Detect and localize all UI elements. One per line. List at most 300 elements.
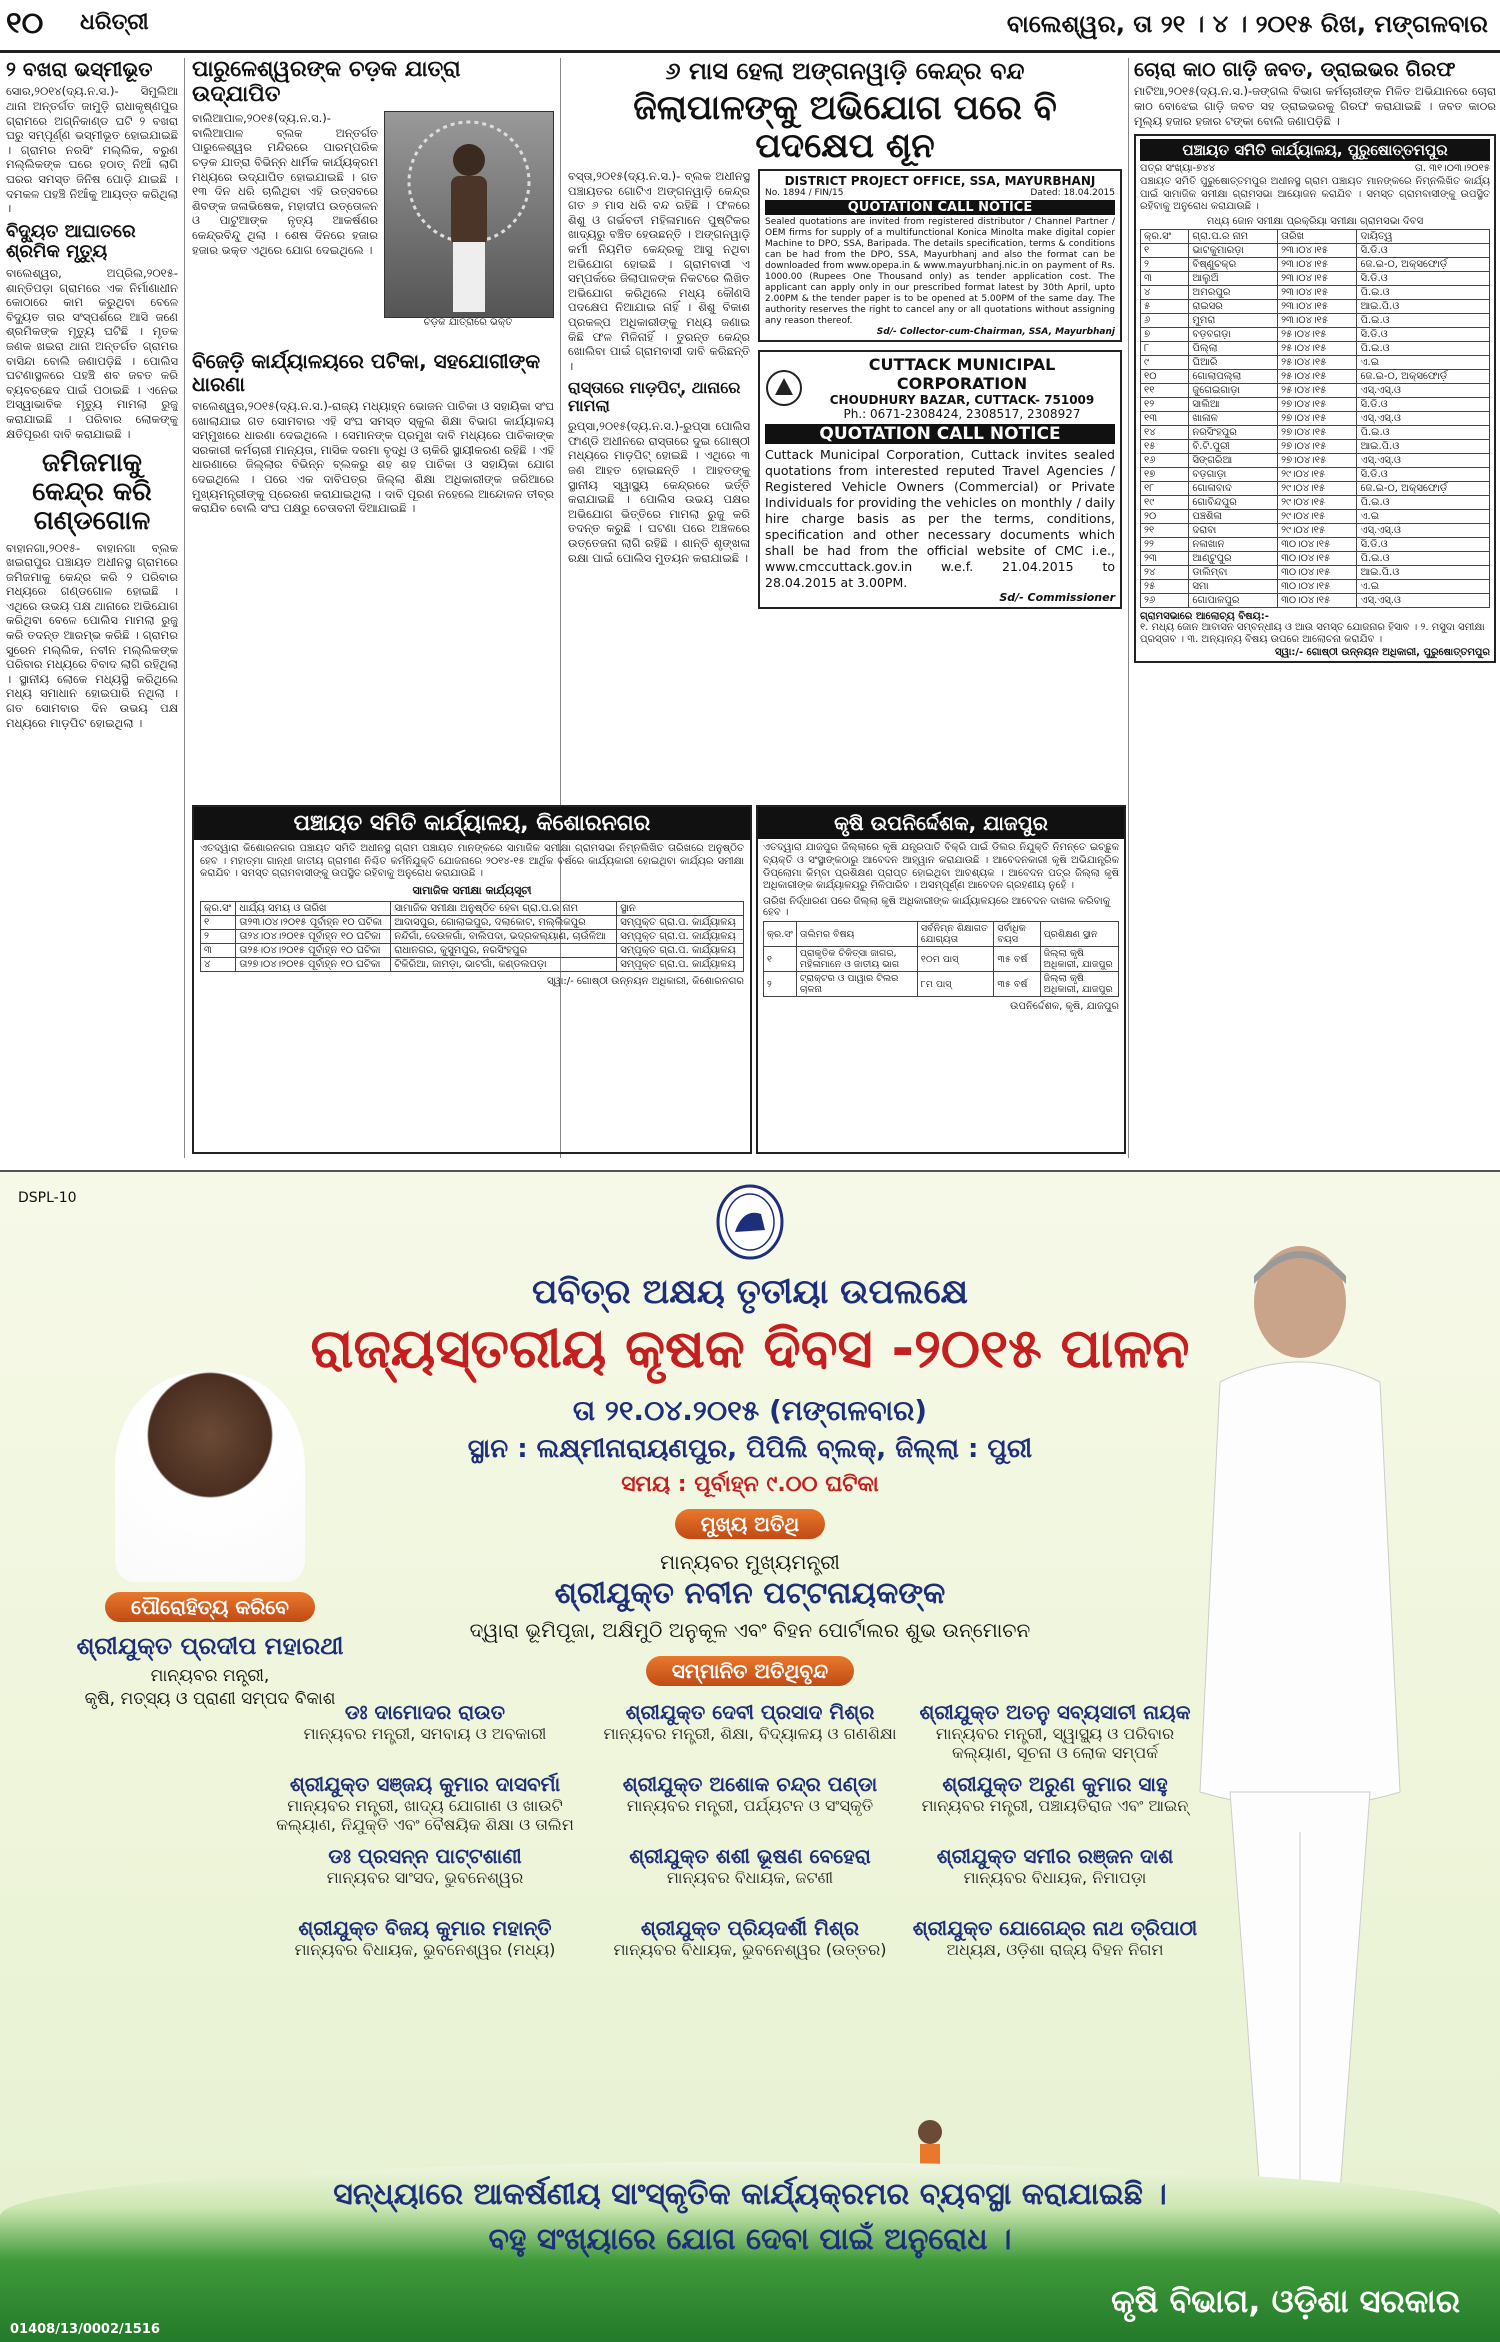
- table-cell: ଦରାବା: [1189, 523, 1278, 537]
- table-cell: ଏସ୍.ଏସ୍.ଓ: [1357, 411, 1490, 425]
- table-cell: ୨୯।୦୪।୧୫: [1278, 495, 1357, 509]
- table-cell: ୨୭।୦୪।୧୫: [1278, 411, 1357, 425]
- presides-name: ଶ୍ରୀଯୁକ୍ତ ପ୍ରଦୀପ ମହାରଥୀ: [76, 1632, 344, 1660]
- notice-body: ଏତଦ୍ୱାରା କିଶୋରନଗର ପଞ୍ଚାୟତ ସମିତି ଅଧୀନସ୍ଥ ଗ୍ରାମ ପଞ୍ଚାୟତ ମାନଙ୍କରେ ସାମାଜିକ ସମୀକ୍ଷା ଗ୍ରାମସଭା ନିମ୍ନଲିଖିତ ତାରିଖରେ ଅନୁଷ୍ଠିତ ହେବ । ମହାତ୍ମା ଗାନ୍ଧୀ ଜାତୀୟ ଗ୍ରାମୀଣ ନିଶ୍ଚିତ କର୍ମନିଯୁକ୍ତି ଯୋଜନାରେ ୨୦୧୪-୧୫ ଆର୍ଥିକ ବର୍ଷରେ କାର୍ଯ୍ୟକାରୀ ହୋଇଥିବା କାର୍ଯ୍ୟର ସମୀକ୍ଷା କରାଯିବ । ସମସ୍ତ ଗ୍ରାମବାସୀଙ୍କୁ ଉପସ୍ଥିତ ରହିବାକୁ ଅନୁରୋଧ କରାଯାଉଛି ।: [200, 843, 744, 880]
- table-cell: ୩୫ ବର୍ଷ: [994, 972, 1040, 997]
- table-row: [1141, 537, 1490, 551]
- table-cell: ୨୯।୦୪।୧୫: [1278, 509, 1357, 523]
- notice-bar: QUOTATION CALL NOTICE: [765, 200, 1115, 215]
- purushottampur-notice: [1134, 134, 1496, 663]
- table-cell: ଭାଟକୁମାରଡ଼ା: [1189, 243, 1278, 257]
- guest-name: ଶ୍ରୀଯୁକ୍ତ ଶଶୀ ଭୂଷଣ ବେହେରା: [629, 1844, 871, 1868]
- table-cell: ୨୩।୦୪।୧୫: [1278, 313, 1357, 327]
- table-cell: ପି.ଇ.ଓ: [1357, 313, 1490, 327]
- table-cell: ଗୋପାଳପୁର: [1189, 593, 1278, 607]
- table-cell: ସମ୍ପୃକ୍ତ ଗ୍ରା.ପ. କାର୍ଯ୍ୟାଳୟ: [617, 943, 744, 957]
- page-header: [0, 0, 1500, 53]
- table-cell: ୧୧: [1141, 383, 1189, 397]
- photo-caption: ଚଡ଼କ ଯାତ୍ରାରେ ଭକ୍ତ: [423, 317, 513, 329]
- table-cell: ନଳାଖାନ: [1189, 537, 1278, 551]
- table-cell: ୪: [1141, 285, 1189, 299]
- table-row: [1141, 551, 1490, 565]
- table-cell: ଆଇ.ପି.ଓ: [1357, 299, 1490, 313]
- guest-entry: [275, 1844, 575, 1887]
- guest-name: ଶ୍ରୀଯୁକ୍ତ ଦେବୀ ପ୍ରସାଦ ମିଶ୍ର: [625, 1700, 875, 1724]
- table-cell: ୨୩।୦୪।୧୫: [1278, 243, 1357, 257]
- guest-entry: [275, 1700, 575, 1743]
- photo-frame: [384, 111, 554, 336]
- table-cell: ଏସ୍.ଏସ୍.ଓ: [1357, 453, 1490, 467]
- guest-entry: [905, 1916, 1205, 1959]
- table-header-cell: ସର୍ବାଧିକ ବୟସ: [994, 922, 1040, 947]
- table-cell: ୫: [1141, 299, 1189, 313]
- notice-phone: Ph.: 0671-2308424, 2308517, 2308927: [843, 407, 1081, 422]
- table-header-cell: ସ୍ଥାନ: [617, 901, 744, 915]
- table-cell: ୨୭।୦୪।୧୫: [1278, 439, 1357, 453]
- table-cell: ୬: [1141, 313, 1189, 327]
- headline-main: ଜିଲାପାଳଙ୍କୁ ଅଭିଯୋଗ ପରେ ବି ପଦକ୍ଷେପ ଶୂନ: [633, 87, 1057, 166]
- table-cell: ୨୫।୦୪।୧୫: [1278, 327, 1357, 341]
- table-cell: ୨୫।୦୪।୧୫: [1278, 355, 1357, 369]
- table-cell: ୨୩।୦୪।୧୫: [1278, 257, 1357, 271]
- table-cell: ୮: [1141, 341, 1189, 355]
- notice-title: କୃଷି ଉପନିର୍ଦ୍ଦେଶକ, ଯାଜପୁର: [758, 807, 1124, 839]
- presides-desc: କୃଷି, ମତ୍ସ୍ୟ ଓ ପ୍ରାଣୀ ସମ୍ପଦ ବିକାଶ: [84, 1689, 336, 1709]
- table-cell: ବିଷ୍ଣୁଚକ୍ର: [1189, 257, 1278, 271]
- table-cell: ଏ.ଇ: [1357, 579, 1490, 593]
- table-cell: ସି.ଡି.ଓ: [1357, 271, 1490, 285]
- guest-name: ଡଃ ଦାମୋଦର ରାଉତ: [344, 1700, 506, 1724]
- table-caption: ସାମାଜିକ ସମୀକ୍ଷା କାର୍ଯ୍ୟସୂଚୀ: [412, 883, 532, 897]
- table-header-cell: କ୍ର.ସଂ: [201, 901, 236, 915]
- table-cell: ଆଇ.ପି.ଓ: [1357, 439, 1490, 453]
- table-header-cell: ପ୍ରଶିକ୍ଷଣ ସ୍ଥାନ: [1040, 922, 1118, 947]
- ad-department: କୃଷି ବିଭାଗ, ଓଡ଼ିଶା ସରକାର: [1111, 2282, 1460, 2320]
- table-cell: ୨୫।୦୪।୧୫: [1278, 383, 1357, 397]
- table-header-cell: ସର୍ବନିମ୍ନ ଶିକ୍ଷାଗତ ଯୋଗ୍ୟତା: [917, 922, 994, 947]
- table-cell: ନରସିଂହପୁର: [1189, 425, 1278, 439]
- column-2: [192, 58, 554, 793]
- table-cell: ୨୩।୦୪।୧୫: [1278, 271, 1357, 285]
- table-cell: ୧୪: [1141, 425, 1189, 439]
- table-cell: ୨୫: [1141, 579, 1189, 593]
- table-cell: ସମ୍ପୃକ୍ତ ଗ୍ରା.ପ. କାର୍ଯ୍ୟାଳୟ: [617, 915, 744, 929]
- table-cell: ୨୬: [1141, 593, 1189, 607]
- headline: ୨ ବଖରା ଭସ୍ମୀଭୂତ: [6, 58, 153, 81]
- notice-bar: QUOTATION CALL NOTICE: [765, 424, 1115, 444]
- table-cell: ୧୫: [1141, 439, 1189, 453]
- social-audit-schedule-table: [200, 901, 744, 972]
- table-row: [1141, 243, 1490, 257]
- table-cell: ବି.ଟି.ପୁରୀ: [1189, 439, 1278, 453]
- table-cell: ୯: [1141, 355, 1189, 369]
- table-cell: ନନ୍ଦିଗାଁ, ଦେଉଳଗାଁ, ବାଲିପଦା, ଭଦ୍ରକଲ୍ୟାଣ, ଚାଉଁଳିଆ: [391, 929, 617, 943]
- table-cell: ୧: [201, 915, 236, 929]
- table-cell: ସମ୍ପୃକ୍ତ ଗ୍ରା.ପ. କାର୍ଯ୍ୟାଳୟ: [617, 929, 744, 943]
- table-cell: ଏସ୍.ଏସ୍.ଓ: [1357, 523, 1490, 537]
- table-cell: ପି.ଇ.ଓ: [1357, 285, 1490, 299]
- presides-desc: ମାନ୍ୟବର ମନ୍ତ୍ରୀ,: [150, 1666, 270, 1686]
- table-header-cell: କ୍ର.ସଂ: [1141, 229, 1189, 243]
- table-cell: ଏସ୍.ଏସ୍.ଓ: [1357, 383, 1490, 397]
- table-cell: ୨୯।୦୪।୧୫: [1278, 523, 1357, 537]
- table-cell: ୨୫।୦୪।୧୫: [1278, 341, 1357, 355]
- kisorenagar-notice: [192, 805, 752, 1154]
- guest-name: ଶ୍ରୀଯୁକ୍ତ ଅଶୋକ ଚନ୍ଦ୍ର ପଣ୍ଡା: [622, 1772, 878, 1796]
- cmc-quotation-notice: [758, 350, 1122, 609]
- table-cell: ୧୨: [1141, 397, 1189, 411]
- gramsabha-schedule-table: [1140, 229, 1490, 608]
- table-cell: ୩: [201, 943, 236, 957]
- ad-footer-code: 01408/13/0002/1516: [10, 2322, 160, 2337]
- column-4: [1134, 58, 1496, 1162]
- table-cell: ୩୫ ବର୍ଷ: [994, 947, 1040, 972]
- table-cell: ଅମରପୁର: [1189, 285, 1278, 299]
- notice-body: ଏତଦ୍ୱାରା ଯାଜପୁର ଜିଲ୍ଲାରେ କୃଷି ଯନ୍ତ୍ରପାତି ବିକ୍ରି ପାଇଁ ଡିଲର ନିଯୁକ୍ତି ନିମନ୍ତେ ଇଚ୍ଛୁକ ବ୍ୟକ୍ତି ଓ ସଂସ୍ଥାଙ୍କଠାରୁ ଆବେଦନ ଆହ୍ୱାନ କରାଯାଉଛି । ଆବେଦନକାରୀ କୃଷି ଅଭିଯାନ୍ତ୍ରିକ ଡିପ୍ଲୋମା କିମ୍ବା ପ୍ରଶିକ୍ଷଣ ପ୍ରାପ୍ତ ହୋଇଥିବା ଆବଶ୍ୟକ । ଆବେଦନ ପତ୍ର ଜିଲ୍ଲା କୃଷି ଅଧିକାରୀଙ୍କ କାର୍ଯ୍ୟାଳୟରୁ ମିଳିପାରିବ । ଅସମ୍ପୂର୍ଣ୍ଣ ଆବେଦନ ଗ୍ରହଣୀୟ ନୁହେଁ ।: [763, 842, 1119, 892]
- guest-entry: [275, 1916, 575, 1959]
- table-cell: ଟିକିରିଆ, ଜାମଡ଼ା, ଭାଟଗାଁ, କଣ୍ଡଲପଡ଼ା: [391, 957, 617, 971]
- table-cell: ସିଙ୍ଗରିଆ: [1189, 453, 1278, 467]
- table-cell: ୧୦ମ ପାସ୍: [917, 947, 994, 972]
- article-text: ମାଟିଆ,୨୦୧୫(ଦ୍ୟ.ନ.ସ.)-ଜଙ୍ଗଲ ବିଭାଗ କର୍ମଚାରୀଙ୍କ ମିଳିତ ଅଭିଯାନରେ ଚୋରା କାଠ ବୋଝେଇ ଗାଡ଼ି ଜବତ ସହ ଡ୍ରାଇଭରକୁ ଗିରଫ କରାଯାଇଛି । ଜବତ କାଠର ମୂଲ୍ୟ ହଜାର ହଜାର ଟଙ୍କା ବୋଲି ଜଣାପଡ଼ିଛି ।: [1134, 84, 1496, 128]
- headline: ପାରୁଳେଶ୍ୱରଙ୍କ ଚଡ଼କ ଯାତ୍ରା ଉଦ୍‌ଯାପିତ: [192, 58, 461, 107]
- table-cell: ତା୨୫।୦୪।୨୦୧୫ ପୂର୍ବାହ୍ନ ୧୦ ଘଟିକା: [236, 943, 391, 957]
- table-cell: ୧୬: [1141, 453, 1189, 467]
- notice-note: ତାରିଖ ନିର୍ଦ୍ଧାରଣ ପରେ ଜିଲ୍ଲା କୃଷି ଅଧିକାରୀଙ୍କ କାର୍ଯ୍ୟାଳୟରେ ଆବେଦନ ଦାଖଲ କରିବାକୁ ହେବ ।: [763, 896, 1111, 919]
- ad-occasion: ପବିତ୍ର ଅକ୍ଷୟ ତୃତୀୟା ଉପଲକ୍ଷେ: [531, 1272, 969, 1312]
- table-row: [201, 929, 744, 943]
- table-cell: ବଡ଼ଗାଡ଼ା: [1189, 467, 1278, 481]
- table-cell: ରାଇସର: [1189, 299, 1278, 313]
- guest-name: ଶ୍ରୀଯୁକ୍ତ ସଞ୍ଜୟ କୁମାର ଦାସବର୍ମା: [289, 1772, 561, 1796]
- table-cell: ୨୦: [1141, 509, 1189, 523]
- guest-entry: [275, 1772, 575, 1834]
- table-row: [1141, 523, 1490, 537]
- headline: ଜମିଜମାକୁ କେନ୍ଦ୍ର କରି ଗଣ୍ଡଗୋଳ: [32, 448, 152, 537]
- table-cell: ସି.ଡି.ଓ: [1357, 243, 1490, 257]
- table-row: [764, 947, 1119, 972]
- table-row: [1141, 383, 1490, 397]
- article-text: ବାଲେଶ୍ୱର,୨୦୧୫(ଦ୍ୟ.ନ.ସ.)-ରାଜ୍ୟ ମଧ୍ୟାହ୍ନ ଭୋଜନ ପାଚିକା ଓ ସହାୟିକା ସଂଘ ଖୋଲାଯାଇ ଗତ ସୋମବାର ଏହି ସଂଘ ସମସ୍ତ ସ୍କୁଲ ଶିକ୍ଷା ବିଭାଗ କାର୍ଯ୍ୟାଳୟ ସମ୍ମୁଖରେ ଧାରଣା ଦେଇଥିଲେ । ସେମାନଙ୍କ ପ୍ରମୁଖ ଦାବି ମଧ୍ୟରେ ପାଚିକାଙ୍କ ସରକାରୀ କର୍ମଚାରୀ ମାନ୍ୟତା, ମାସିକ ଦରମା ବୃଦ୍ଧି ଓ ଚାକିରି ସ୍ଥାୟୀକରଣ ରହିଛି । ଏହି ଧାରଣାରେ ଜିଲ୍ଲାର ବିଭିନ୍ନ ବ୍ଲକରୁ ଶହ ଶହ ପାଚିକା ଓ ସହାୟିକା ଯୋଗ ଦେଇଥିଲେ । ପରେ ଏକ ଦାବିପତ୍ର ଜିଲ୍ଲା ଶିକ୍ଷା ଅଧିକାରୀଙ୍କ ଜରିଆରେ ମୁଖ୍ୟମନ୍ତ୍ରୀଙ୍କୁ ପ୍ରେରଣ କରାଯାଇଥିଲା । ଦାବି ପୂରଣ ନହେଲେ ଆନ୍ଦୋଳନ ତୀବ୍ର କରାଯିବ ବୋଲି ସଂଘ ପକ୍ଷରୁ ଚେତାବନୀ ଦିଆଯାଇଛି ।: [192, 399, 554, 516]
- guest-name: ଡଃ ପ୍ରସନ୍ନ ପାଟ୍ଟଶାଣୀ: [328, 1844, 522, 1868]
- table-cell: ୩୦।୦୪।୧୫: [1278, 579, 1357, 593]
- table-cell: ଗୋଳାବାଦ: [1189, 481, 1278, 495]
- notice-signature: Sd/- Commissioner: [999, 591, 1115, 605]
- table-row: [1141, 579, 1490, 593]
- article-text: ବାଲିଆପାଳ,୨୦୧୫(ଦ୍ୟ.ନ.ସ.)- ବାଲିଆପାଳ ବ୍ଲକ ଅନ୍ତର୍ଗତ ପାରୁଳେଶ୍ୱର ମନ୍ଦିରରେ ପାରମ୍ପରିକ ଚଡ଼କ ଯାତ୍ରା ବିଭିନ୍ନ ଧାର୍ମିକ କାର୍ଯ୍ୟକ୍ରମ ମଧ୍ୟରେ ଉଦ୍‌ଯାପିତ ହୋଇଯାଇଛି । ଗତ ୧୩ ଦିନ ଧରି ଚାଲିଥିବା ଏହି ଉତ୍ସବରେ ଶିବଙ୍କ ଜଳାଭିଷେକ, ମହାଦୀପ ଉତ୍ତୋଳନ ଓ ପାଟୁଆଙ୍କ ନୃତ୍ୟ ଆକର୍ଷଣର କେନ୍ଦ୍ରବିନ୍ଦୁ ଥିଲା । ଶେଷ ଦିନରେ ହଜାର ହଜାର ଭକ୍ତ ଏଥିରେ ଯୋଗ ଦେଇଥିଲେ ।: [192, 111, 378, 257]
- table-cell: ୨୧: [1141, 523, 1189, 537]
- notice-title: ପଞ୍ଚାୟତ ସମିତି କାର୍ଯ୍ୟାଳୟ, ପୁରୁଷୋତ୍ତମପୁର: [1140, 139, 1490, 161]
- cmc-emblem-icon: [765, 369, 803, 407]
- notice-signature: Sd/- Collector-cum-Chairman, SSA, Mayurbhanj: [876, 327, 1115, 338]
- ssa-quotation-notice: [758, 169, 1122, 342]
- table-header-cell: ଗ୍ରା.ପ.ର ନାମ: [1189, 229, 1278, 243]
- guest-designation: ମାନ୍ୟବର ବିଧାୟକ, ଭୁବନେଶ୍ୱର (ଉତ୍ତର): [613, 1940, 887, 1959]
- odisha-govt-emblem-icon: [715, 1184, 785, 1262]
- guest-name: ଶ୍ରୀଯୁକ୍ତ ପ୍ରିୟଦର୍ଶୀ ମିଶ୍ର: [640, 1916, 860, 1940]
- table-cell: ଆଲୁଅି: [1189, 271, 1278, 285]
- guest-designation: ମାନ୍ୟବର ବିଧାୟକ, ନିମାପଡ଼ା: [963, 1868, 1147, 1887]
- guest-name: ଶ୍ରୀଯୁକ୍ତ ଅରୁଣ କୁମାର ସାହୁ: [942, 1772, 1168, 1796]
- table-cell: ଜେ.ଇ-୦, ଅକ୍ସଫୋର୍ଡ଼: [1357, 481, 1490, 495]
- guest-designation: ମାନ୍ୟବର ବିଧାୟକ, ଭୁବନେଶ୍ୱର (ମଧ୍ୟ): [294, 1940, 556, 1959]
- table-cell: ଗୋଲାପଲ୍ଲା: [1189, 369, 1278, 383]
- table-cell: ୧୯: [1141, 495, 1189, 509]
- guest-entry: [600, 1844, 900, 1887]
- ad-bottom-line-2: ବହୁ ସଂଖ୍ୟାରେ ଯୋଗ ଦେବା ପାଇଁ ଅନୁରୋଧ ।: [488, 2222, 1012, 2257]
- table-row: [1141, 495, 1490, 509]
- guest-designation: ମାନ୍ୟବର ମନ୍ତ୍ରୀ, ଖାଦ୍ୟ ଯୋଗାଣ ଓ ଖାଉଟି କଲ୍ୟାଣ, ନିଯୁକ୍ତି ଏବଂ ବୈଷୟିକ ଶିକ୍ଷା ଓ ତାଲିମ: [276, 1796, 574, 1835]
- notice-address: CHOUDHURY BAZAR, CUTTACK- 751009: [829, 393, 1095, 408]
- table-cell: ଟ୍ରାକ୍ଟର ଓ ପାୱାର ଟିଲର ଚାଳନା: [796, 972, 917, 997]
- table-cell: ୨: [1141, 257, 1189, 271]
- guest-designation: ମାନ୍ୟବର ମନ୍ତ୍ରୀ, ସମବାୟ ଓ ଅବକାରୀ: [303, 1724, 547, 1743]
- table-cell: ୨୯।୦୪।୧୫: [1278, 481, 1357, 495]
- table-header-cell: ଦାୟିତ୍ୱ: [1357, 229, 1490, 243]
- chief-guest-desc: ଦ୍ୱାରା ଭୂମିପୂଜା, ଅକ୍ଷିମୁଠି ଅନୁକୂଳ ଏବଂ ବିହନ ପୋର୍ଟାଲର ଶୁଭ ଉନ୍ମୋଚନ: [469, 1618, 1031, 1642]
- guest-designation: ମାନ୍ୟବର ମନ୍ତ୍ରୀ, ପଞ୍ଚାୟତିରାଜ ଏବଂ ଆଇନ୍: [921, 1796, 1189, 1815]
- column-rule: [184, 58, 185, 1158]
- table-cell: ସି.ଡି.ଓ: [1357, 397, 1490, 411]
- headline: ବିଜେଡ଼ି କାର୍ଯ୍ୟାଳୟରେ ପଟିକା, ସହଯୋଗୀଙ୍କ ଧାରଣା: [192, 349, 541, 396]
- table-cell: ୨୪: [1141, 565, 1189, 579]
- table-cell: ଘିଆରି: [1189, 355, 1278, 369]
- table-row: [201, 915, 744, 929]
- table-cell: ୧୭: [1141, 467, 1189, 481]
- table-cell: ପି.ଇ.ଓ: [1357, 341, 1490, 355]
- table-cell: ପ୍ରାକୃତିକ ଚିକିତ୍ସା ଜାଗର, ମହିଳାମାନେ ଓ ଜାତୀୟ ଭାଗ: [796, 947, 917, 972]
- krushak-dibasa-advertisement: [0, 1170, 1500, 2342]
- table-row: [1141, 299, 1490, 313]
- devotee-photo: [384, 111, 554, 318]
- guest-name: ଶ୍ରୀଯୁକ୍ତ ବିଜୟ କୁମାର ମହାନ୍ତି: [298, 1916, 552, 1940]
- table-cell: ୧: [764, 947, 797, 972]
- table-cell: ଜିଲ୍ଲା କୃଷି ଅଧିକାରୀ, ଯାଜପୁର: [1040, 972, 1118, 997]
- table-cell: ପଞ୍ଚଶିଳା: [1189, 509, 1278, 523]
- notice-title: DISTRICT PROJECT OFFICE, SSA, MAYURBHANJ: [784, 174, 1096, 189]
- table-row: [1141, 257, 1490, 271]
- guest-entry: [905, 1772, 1205, 1815]
- table-header-cell: କ୍ର.ସଂ: [764, 922, 797, 947]
- table-row: [1141, 355, 1490, 369]
- table-cell: ସି.ଡି.ଓ: [1357, 327, 1490, 341]
- table-cell: ପି.ଇ.ଓ: [1357, 551, 1490, 565]
- table-cell: ୩: [1141, 271, 1189, 285]
- table-cell: ଆଦାସପୁର, ଗୋଲାଇପୁର, ଦଲାକୋଟ, ମଲ୍ଲିକପୁର: [391, 915, 617, 929]
- table-row: [764, 972, 1119, 997]
- table-cell: ୧୩: [1141, 411, 1189, 425]
- headline: ରାସ୍ତାରେ ମାଡ଼ପିଟ୍, ଥାନାରେ ମାମଲା: [568, 378, 741, 416]
- guest-entry: [600, 1700, 900, 1743]
- article-text: ବାହାନଗା,୨୦୧୫- ବାହାନଗା ବ୍ଲକ ଖଇରାପୁର ପଞ୍ଚାୟତ ଅଧୀନସ୍ଥ ଗ୍ରାମରେ ଜମିଜମାକୁ କେନ୍ଦ୍ର କରି ୨ ପରିବାର ମଧ୍ୟରେ ଗଣ୍ଡଗୋଳ ହୋଇଛି । ଏଥିରେ ଉଭୟ ପକ୍ଷ ଥାନାରେ ଅଭିଯୋଗ କରିଥିବା ବେଳେ ପୋଲିସ ମାମଲା ରୁଜୁ କରି ତଦନ୍ତ ଆରମ୍ଭ କରିଛି । ଗ୍ରାମର ସୁରେନ ମଲ୍ଲିକ, ନବୀନ ମଲ୍ଲିକଙ୍କ ପରିବାର ମଧ୍ୟରେ ବିବାଦ ଲାଗି ରହିଥିଲା । ସ୍ଥାନୀୟ ଲୋକେ ମଧ୍ୟସ୍ଥି କରିଥିଲେ ମଧ୍ୟ ସମାଧାନ ହୋଇପାରି ନଥିଲା । ଗତ ସୋମବାର ଦିନ ଉଭୟ ପକ୍ଷ ମଧ୍ୟରେ ମାଡ଼ପିଟ ହୋଇଥିଲା ।: [6, 540, 178, 730]
- headline: ଚୋରା କାଠ ଗାଡ଼ି ଜବତ, ଡ୍ରାଇଭର ଗିରଫ: [1134, 58, 1456, 81]
- table-cell: ୨୫।୦୪।୧୫: [1278, 369, 1357, 383]
- table-row: [1141, 369, 1490, 383]
- table-cell: ସି.ଡି.ଓ: [1357, 537, 1490, 551]
- ad-bottom-line-1: ସନ୍ଧ୍ୟାରେ ଆକର୍ଷଣୀୟ ସାଂସ୍କୃତିକ କାର୍ଯ୍ୟକ୍ରମର ବ୍ୟବସ୍ଥା କରାଯାଇଛି ।: [333, 2177, 1167, 2212]
- table-cell: ଏସ୍.ଏସ୍.ଓ: [1357, 593, 1490, 607]
- table-cell: ୨୨: [1141, 537, 1189, 551]
- guest-designation: ମାନ୍ୟବର ମନ୍ତ୍ରୀ, ପର୍ଯ୍ୟଟନ ଓ ସଂସ୍କୃତି: [626, 1796, 874, 1815]
- table-row: [1141, 397, 1490, 411]
- table-cell: ଜେ.ଇ-୦, ଅକ୍ସଫୋର୍ଡ଼: [1357, 369, 1490, 383]
- table-row: [1141, 425, 1490, 439]
- table-caption: ମଧ୍ୟ ଜୋନ ସମୀକ୍ଷା ପ୍ରକ୍ରିୟା ସମୀକ୍ଷା ଗ୍ରାମସଭା ଦିବସ: [1206, 215, 1424, 227]
- table-cell: ପିଲ୍ଲା: [1189, 341, 1278, 355]
- notice-signature: ସ୍ୱା:/- ଗୋଷ୍ଠୀ ଉନ୍ନୟନ ଅଧିକାରୀ, ପୁରୁଷୋତ୍ତମପୁର: [1275, 646, 1490, 658]
- ad-venue: ସ୍ଥାନ : ଲକ୍ଷ୍ମୀନାରାୟଣପୁର, ପିପିଲି ବ୍ଲକ୍, ଜିଲ୍ଲା : ପୁରୀ: [467, 1434, 1033, 1464]
- table-cell: ୪: [201, 957, 236, 971]
- devotee-figure-icon: [385, 112, 553, 317]
- table-cell: ଜେ.ଇ-୦, ଅକ୍ସଫୋର୍ଡ଼: [1357, 257, 1490, 271]
- table-cell: ୮ମ ପାସ୍: [917, 972, 994, 997]
- ad-code: DSPL-10: [18, 1190, 77, 1206]
- table-row: [1141, 411, 1490, 425]
- table-row: [1141, 565, 1490, 579]
- table-cell: ୧୦: [1141, 369, 1189, 383]
- table-header-cell: ତାରିଖ: [1278, 229, 1357, 243]
- headline: ବିଦ୍ୟୁତ ଆଘାତରେ ଶ୍ରମିକ ମୃତ୍ୟୁ: [6, 220, 136, 262]
- table-row: [1141, 313, 1490, 327]
- ad-time: ସମୟ : ପୂର୍ବାହ୍ନ ୯.୦୦ ଘଟିକା: [621, 1472, 879, 1497]
- guest-name: ଶ୍ରୀଯୁକ୍ତ ଯୋଗେନ୍ଦ୍ର ନାଥ ତ୍ରିପାଠୀ: [912, 1916, 1198, 1940]
- table-cell: ଆଣ୍ଟୁପୁର: [1189, 551, 1278, 565]
- table-cell: ତା୨୩।୦୪।୨୦୧୫ ପୂର୍ବାହ୍ନ ୧୦ ଘଟିକା: [236, 915, 391, 929]
- chief-guest-label: ମୁଖ୍ୟ ଅତିଥି: [675, 1509, 825, 1539]
- guest-name: ଶ୍ରୀଯୁକ୍ତ ସମୀର ରଞ୍ଜନ ଦାଶ: [936, 1844, 1174, 1868]
- table-cell: ୧୮: [1141, 481, 1189, 495]
- table-cell: ୨: [764, 972, 797, 997]
- table-cell: ସାଲିଆ: [1189, 397, 1278, 411]
- newspaper-name: ଧରିତ୍ରୀ: [80, 10, 149, 35]
- guests-label: ସମ୍ମାନିତ ଅତିଥିବୃନ୍ଦ: [646, 1656, 854, 1686]
- guest-entry: [600, 1772, 900, 1815]
- table-cell: ୩୦।୦୪।୧୫: [1278, 565, 1357, 579]
- table-cell: ୭: [1141, 327, 1189, 341]
- notice-body: Sealed quotations are invited from registered distributor / Channel Partner / OEM firms for supply of a multifunctional Konica Minolta make digital copier Machine to DPO, SSA, Baripada. The details specification, terms & conditions can be had from the DPO, SSA, Mayurbhanj and also the format can be downloaded from www.opepa.in & www.mayurbhanj.nic.in on payment of Rs. 1000.00 (Rupees One Thousand only) as tender application cost. The applicant can apply only in our prescribed format latest by 30th April, upto 2.00PM & the tender paper is to be opened at 5.00PM of the same day. The authority reserves the right to cancel any or all quotations without assigning any reason thereof.: [765, 217, 1115, 327]
- table-row: [1141, 481, 1490, 495]
- table-header-cell: ଧାର୍ଯ୍ୟ ସମୟ ଓ ତାରିଖ: [236, 901, 391, 915]
- table-cell: ସମା: [1189, 579, 1278, 593]
- column-1: [6, 58, 178, 1162]
- table-header-cell: ତାଲିମର ବିଷୟ: [796, 922, 917, 947]
- article-text: ବାଲେଶ୍ୱର, ଅପ୍ରିଲ,୨୦୧୫- ଶାନ୍ତିପଡ଼ା ଗ୍ରାମରେ ଏକ ନିର୍ମାଣାଧୀନ କୋଠାରେ କାମ କରୁଥିବା ବେଳେ ବିଦ୍ୟୁତ ତାର ସଂସ୍ପର୍ଶରେ ଆସି ଜଣେ ଶ୍ରମିକଙ୍କ ମୃତ୍ୟୁ ଘଟିଛି । ମୃତକ ଜଣକ ଖଇରା ଥାନା ଅନ୍ତର୍ଗତ ଗ୍ରାମର ବାସିନ୍ଦା ବୋଲି ଜଣାପଡ଼ିଛି । ପୋଲିସ ଘଟଣାସ୍ଥଳରେ ପହଞ୍ଚି ଶବ ଜବତ କରି ବ୍ୟବଚ୍ଛେଦ ପାଇଁ ପଠାଇଛି । ଏନେଇ ଅସ୍ୱାଭାବିକ ମୃତ୍ୟୁ ମାମଲା ରୁଜୁ କରାଯାଇଛି । ପରିବାର ଲୋକଙ୍କୁ କ୍ଷତିପୂରଣ ଦାବି କରାଯାଇଛି ।: [6, 266, 178, 441]
- table-cell: ପି.ଇ.ଓ: [1357, 425, 1490, 439]
- table-cell: ୩୦।୦୪।୧୫: [1278, 537, 1357, 551]
- guest-designation: ମାନ୍ୟବର ବିଧାୟକ, ଜଟଣୀ: [666, 1868, 834, 1887]
- jajpur-notice: [756, 805, 1126, 1154]
- table-cell: ୩୦।୦୪।୧୫: [1278, 593, 1357, 607]
- guest-entry: [905, 1700, 1205, 1762]
- column-3: [568, 58, 1122, 798]
- table-cell: ତା୨୪।୦୪।୨୦୧୫ ପୂର୍ବାହ୍ନ ୧୦ ଘଟିକା: [236, 929, 391, 943]
- chief-guest-name: ଶ୍ରୀଯୁକ୍ତ ନବୀନ ପଟ୍ଟନାୟକଙ୍କ: [554, 1576, 946, 1611]
- notice-org: CUTTACK MUNICIPAL CORPORATION: [868, 355, 1056, 394]
- table-cell: ସି.ଡି.ଓ: [1357, 467, 1490, 481]
- table-row: [1141, 439, 1490, 453]
- table-cell: ୨୩।୦୪।୧୫: [1278, 285, 1357, 299]
- notice-body: ପଞ୍ଚାୟତ ସମିତି ପୁରୁଷୋତ୍ତମପୁର ଅଧୀନସ୍ଥ ଗ୍ରାମ ପଞ୍ଚାୟତ ମାନଙ୍କରେ ନିମ୍ନଲିଖିତ କାର୍ଯ୍ୟ ପାଇଁ ସାମାଜିକ ସମୀକ୍ଷା ଗ୍ରାମସଭା ଆୟୋଜନ କରାଯିବ । ସମସ୍ତ ଗ୍ରାମବାସୀଙ୍କୁ ଉପସ୍ଥିତ ରହିବାକୁ ଅନୁରୋଧ କରାଯାଉଛି ।: [1140, 176, 1490, 213]
- table-cell: ମୁମରା: [1189, 313, 1278, 327]
- guest-entry: [905, 1844, 1205, 1887]
- table-cell: ପି.ଇ.ଓ: [1357, 495, 1490, 509]
- column-rule: [1128, 58, 1129, 1158]
- table-cell: ୨୯।୦୪।୧୫: [1278, 467, 1357, 481]
- notice-signature: ଉପନିର୍ଦ୍ଦେଶକ, କୃଷି, ଯାଜପୁର: [1010, 1001, 1119, 1013]
- page-number: ୧୦: [6, 6, 44, 41]
- table-row: [1141, 509, 1490, 523]
- article-text: ରୁପ୍‌ସା,୨୦୧୫(ଦ୍ୟ.ନ.ସ.)-ରୁପ୍‌ସା ପୋଲିସ ଫାଣ୍ଡି ଅଧୀନରେ ରାସ୍ତାରେ ଦୁଇ ଗୋଷ୍ଠୀ ମଧ୍ୟରେ ମାଡ଼ପିଟ୍ ହୋଇଛି । ଏଥିରେ ୩ ଜଣ ଆହତ ହୋଇଛନ୍ତି । ଆହତଙ୍କୁ ସ୍ଥାନୀୟ ସ୍ୱାସ୍ଥ୍ୟ କେନ୍ଦ୍ରରେ ଭର୍ତ୍ତି କରାଯାଇଛି । ପୋଲିସ ଉଭୟ ପକ୍ଷର ଅଭିଯୋଗ ଭିତ୍ତିରେ ମାମଲା ରୁଜୁ କରି ତଦନ୍ତ କରୁଛି । ଘଟଣା ପରେ ଅଞ୍ଚଳରେ ଉତ୍ତେଜନା ଲାଗି ରହିଛି । ଶାନ୍ତି ଶୃଙ୍ଖଳା ରକ୍ଷା ପାଇଁ ପୋଲିସ ମୁତୟନ କରାଯାଇଛି ।: [568, 419, 750, 565]
- footer-title: ଗ୍ରାମସଭାରେ ଆଲୋଚ୍ୟ ବିଷୟ:-: [1140, 610, 1269, 622]
- table-row: [201, 943, 744, 957]
- table-row: [1141, 593, 1490, 607]
- notice-body: Cuttack Municipal Corporation, Cuttack invites sealed quotations from interested reputed Travel Agencies / Registered Vehicle Owners (Commercial) or Private Individuals for providing the vehicles on monthly / daily hire charge basis as per the terms, conditions, specification and other necessary documents which shall be had from the official website of CMC i.e., www.cmccuttack.gov.in w.e.f. 21.04.2015 to 28.04.2015 at 3.00PM.: [765, 447, 1115, 591]
- table-cell: ଖାଳାଳ: [1189, 411, 1278, 425]
- table-row: [201, 957, 744, 971]
- table-cell: ଡାଲିମ୍ବା: [1189, 565, 1278, 579]
- table-cell: ୨୭।୦୪।୧୫: [1278, 397, 1357, 411]
- table-cell: ୨୩।୦୪।୧୫: [1278, 299, 1357, 313]
- guest-designation: ମାନ୍ୟବର ମନ୍ତ୍ରୀ, ସ୍ୱାସ୍ଥ୍ୟ ଓ ପରିବାର କଲ୍ୟାଣ, ସୂଚନା ଓ ଲୋକ ସମ୍ପର୍କ: [935, 1724, 1175, 1763]
- table-cell: ଏ.ଇ: [1357, 509, 1490, 523]
- footer-text: ୧. ମଧ୍ୟ ଜୋନ ଆବାସନ ସମ୍ବନ୍ଧୀୟ ଓ ଆଉ ସମସ୍ତ ଯୋଜନାର ହିସାବ । ୨. ମସୁଦା ସମୀକ୍ଷା ପ୍ରସ୍ତାବ । ୩. ଅନ୍ୟାନ୍ୟ ବିଷୟ ଉପରେ ଆଲୋଚନା କରାଯିବ ।: [1140, 621, 1485, 646]
- notice-date: Dated: 18.04.2015: [1030, 188, 1115, 199]
- table-cell: ତା୨୭।୦୪।୨୦୧୫ ପୂର୍ବାହ୍ନ ୧୦ ଘଟିକା: [236, 957, 391, 971]
- table-row: [1141, 285, 1490, 299]
- table-cell: ୨: [201, 929, 236, 943]
- minister-photo: [115, 1372, 305, 1582]
- presides-label: ପୌରୋହିତ୍ୟ କରିବେ: [105, 1592, 315, 1622]
- table-cell: ୩୦।୦୪।୧୫: [1278, 551, 1357, 565]
- ad-date: ତା ୨୧.୦୪.୨୦୧୫ (ମଙ୍ଗଳବାର): [572, 1394, 928, 1427]
- table-row: [1141, 327, 1490, 341]
- table-cell: ବଡ଼ବଗଡ଼ା: [1189, 327, 1278, 341]
- table-cell: ୨୭।୦୪।୧୫: [1278, 453, 1357, 467]
- table-cell: ଏ.ଇ: [1357, 355, 1490, 369]
- notice-ref: ପତ୍ର ସଂଖ୍ୟା-୭୪୪: [1140, 163, 1216, 175]
- table-cell: ୧: [1141, 243, 1189, 257]
- table-row: [1141, 341, 1490, 355]
- guest-designation: ଅଧ୍ୟକ୍ଷ, ଓଡ଼ିଶା ରାଜ୍ୟ ବିହନ ନିଗମ: [946, 1940, 1164, 1959]
- guest-name: ଶ୍ରୀଯୁକ୍ତ ଅତନୁ ସବ୍ୟସାଚୀ ନାୟକ: [919, 1700, 1191, 1724]
- table-cell: ୨୭।୦୪।୧୫: [1278, 425, 1357, 439]
- notice-ref: No. 1894 / FIN/15: [765, 188, 844, 199]
- notice-title: ପଞ୍ଚାୟତ ସମିତି କାର୍ଯ୍ୟାଳୟ, କିଶୋରନଗର: [194, 807, 750, 840]
- table-row: [1141, 467, 1490, 481]
- article-text: ବସ୍ତା,୨୦୧୫(ଦ୍ୟ.ନ.ସ.)- ବ୍ଲକ ଅଧୀନସ୍ଥ ପଞ୍ଚାୟତର ଗୋଟିଏ ଅଙ୍ଗନୱାଡ଼ି କେନ୍ଦ୍ର ଗତ ୬ ମାସ ଧରି ବନ୍ଦ ରହିଛି । ଫଳରେ ଶିଶୁ ଓ ଗର୍ଭବତୀ ମହିଳାମାନେ ପୁଷ୍ଟିକର ଖାଦ୍ୟରୁ ବଞ୍ଚିତ ହେଉଛନ୍ତି । ଅଙ୍ଗନୱାଡ଼ି କର୍ମୀ ନିୟମିତ କେନ୍ଦ୍ରକୁ ଆସୁ ନଥିବା ଅଭିଯୋଗ ହୋଇଛି । ଗ୍ରାମବାସୀ ଏ ସମ୍ପର୍କରେ ଜିଲାପାଳଙ୍କ ନିକଟରେ ଲିଖିତ ଅଭିଯୋଗ କରିଥିଲେ ମଧ୍ୟ କୌଣସି ପଦକ୍ଷେପ ନିଆଯାଇ ନାହିଁ । ଶିଶୁ ବିକାଶ ପ୍ରକଳ୍ପ ଅଧିକାରୀଙ୍କୁ ମଧ୍ୟ ଜଣାଇ କିଛି ଫଳ ମିଳିନାହିଁ । ତୁରନ୍ତ କେନ୍ଦ୍ର ଖୋଲିବା ପାଇଁ ଗ୍ରାମବାସୀ ଦାବି କରିଛନ୍ତି ।: [568, 169, 750, 373]
- table-cell: ଆଇ.ପି.ଓ: [1357, 565, 1490, 579]
- guest-designation: ମାନ୍ୟବର ମନ୍ତ୍ରୀ, ଶିକ୍ଷା, ବିଦ୍ୟାଳୟ ଓ ଗଣଶିକ୍ଷା: [603, 1724, 897, 1743]
- guest-designation: ମାନ୍ୟବର ସାଂସଦ, ଭୁବନେଶ୍ୱର: [326, 1868, 524, 1887]
- table-cell: ଜୁଗେଇଗାଡ଼ା: [1189, 383, 1278, 397]
- ad-title: ରାଜ୍ୟସ୍ତରୀୟ କୃଷକ ଦିବସ -୨୦୧୫ ପାଳନ: [310, 1317, 1190, 1380]
- dateline: ବାଲେଶ୍ୱର, ତା ୨୧ । ୪ । ୨୦୧୫ ରିଖ, ମଙ୍ଗଳବାର: [1006, 10, 1488, 38]
- training-table: [763, 921, 1119, 997]
- table-cell: ୨୩: [1141, 551, 1189, 565]
- article-text: ସୋର,୨୦୧୪(ଦ୍ୟ.ନ.ସ.)- ସିମୁଲିଆ ଥାନା ଅନ୍ତର୍ଗତ ଜାମୁଡ଼ି ରାଧାକୃଷ୍ଣପୁର ଗ୍ରାମରେ ଅଗ୍ନିକାଣ୍ଡ ଘଟି ୨ ବଖରା ଘରୁ ସମ୍ପୂର୍ଣ୍ଣ ଭସ୍ମୀଭୂତ ହୋଇଯାଇଛି । ଗ୍ରାମର ନରସିଂ ମଲ୍ଲିକ, ବରୁଣ ମଲ୍ଲିକଙ୍କ ଘରେ ହଠାତ୍ ନିଆଁ ଲାଗି ଘରର ସମସ୍ତ ଜିନିଷ ପୋଡ଼ି ଯାଇଛି । ଦମକଳ ପହଞ୍ଚି ନିଆଁକୁ ଆୟତ୍ତ କରିଥିଲା ।: [6, 84, 178, 216]
- notice-signature: ସ୍ୱା:/- ଗୋଷ୍ଠୀ ଉନ୍ନୟନ ଅଧିକାରୀ, କିଶୋରନଗର: [547, 975, 744, 987]
- chief-guest-role: ମାନ୍ୟବର ମୁଖ୍ୟମନ୍ତ୍ରୀ: [660, 1550, 840, 1574]
- table-cell: ଜିଲ୍ଲା କୃଷି ଅଧିକାରୀ, ଯାଜପୁର: [1040, 947, 1118, 972]
- table-cell: ସମ୍ପୃକ୍ତ ଗ୍ରା.ପ. କାର୍ଯ୍ୟାଳୟ: [617, 957, 744, 971]
- headline: ୬ ମାସ ହେଲା ଅଙ୍ଗନୱାଡ଼ି କେନ୍ଦ୍ର ବନ୍ଦ: [665, 58, 1025, 85]
- table-row: [1141, 271, 1490, 285]
- notice-date: ତା. ୩୧।୦୩।୨୦୧୫: [1414, 163, 1490, 175]
- table-cell: ଗୋବିନ୍ଦପୁର: [1189, 495, 1278, 509]
- table-row: [1141, 453, 1490, 467]
- table-header-cell: ସାମାଜିକ ସମୀକ୍ଷା ଅନୁଷ୍ଠିତ ହେବା ଗ୍ରା.ପ.ର ନାମ: [391, 901, 617, 915]
- guest-entry: [600, 1916, 900, 1959]
